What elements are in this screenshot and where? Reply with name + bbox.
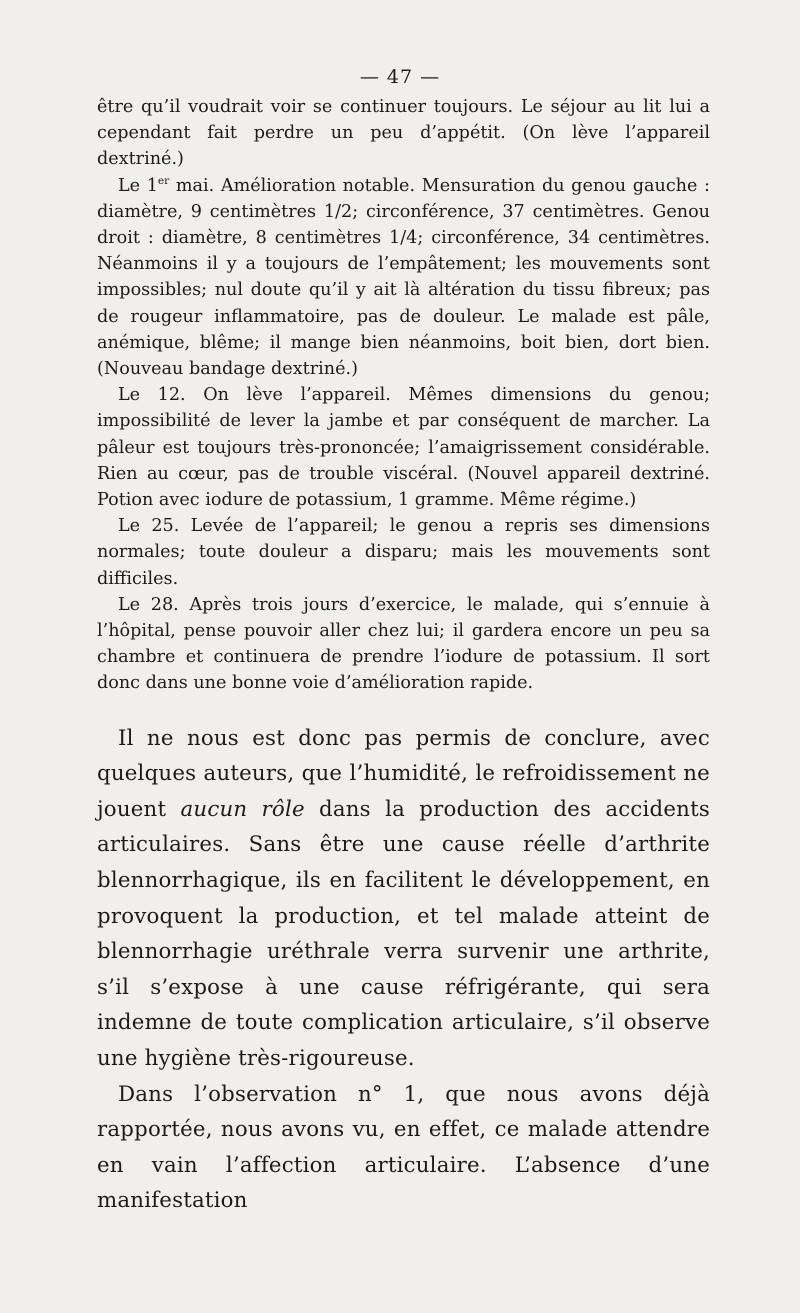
body-text	[97, 94, 710, 1219]
page-number: — 47 —	[359, 66, 441, 88]
paragraph-may-25: Le 25. Levée de l’appareil; le genou a repris ses dimensions normales; toute douleur a disparu; mais les mouvements sont difficiles.	[97, 516, 710, 589]
paragraph-may-12: Le 12. On lève l’appareil. Mêmes dimensions du genou; impossibilité de lever la jambe et par conséquent de marcher. La pâleur est toujours très-prononcée; l’amaigrissement considérable. Rien au cœur, pas de trouble viscéral. (Nouvel appareil dextriné. Potion avec iodure de potassium, 1 gramme. Même régime.)	[97, 385, 710, 511]
paragraph-may-28: Le 28. Après trois jours d’exercice, le malade, qui s’ennuie à l’hôpital, pense pouvoir aller chez lui; il gardera encore un peu sa chambre et continuera de prendre l’iodure de potassium. Il sort donc dans une bonne voie d’amélioration rapide.	[97, 594, 710, 694]
paragraph-may-1	[97, 173, 710, 383]
conclusion-text-start: Il ne nous est donc pas permis de conclure, avec quelques auteurs, que l’humidité, le refroidissement ne jouent	[97, 725, 710, 822]
paragraph-observation: Dans l’observation n° 1, que nous avons déjà rapportée, nous avons vu, en effet, ce malade attendre en vain l’affection articulaire. L’absence d’une manifestation	[97, 1081, 710, 1214]
may-entry-superscript: er	[157, 174, 170, 187]
case-notes	[97, 94, 710, 697]
paragraph-continuation: être qu’il voudrait voir se continuer toujours. Le séjour au lit lui a cependant fait perdre un peu d’appétit. (On lève l’appareil dextriné.)	[97, 97, 710, 170]
may-entry-measurements: diamètre, 9 centimètres 1/2; circonférence, 37 centimètres. Genou droit : diamètre, 8 centimètres 1/4; circonférence, 34 centimètres. Néanmoins il y a toujours de l’empâtement; les mouvements sont impossibles; nul doute qu’il y ait là altération du tissu fibreux; pas de rougeur inflammatoire, pas de douleur. Le malade est pâle, anémique, blême; il mange bien néanmoins, boit bien, dort bien. (Nouveau bandage dextriné.)	[97, 201, 710, 380]
paragraph-conclusion	[97, 721, 710, 1077]
may-entry-rest: mai. Amélioration notable. Mensuration du genou gauche :	[169, 175, 710, 196]
conclusion-emphasis: aucun rôle	[180, 796, 305, 822]
conclusion-text-end: dans la production des accidents articulaires. Sans être une cause réelle d’arthrite blennorrhagique, ils en facilitent le développement, en provoquent la production, et tel malade atteint de blennorrhagie uréthrale verra survenir une arthrite, s’il s’expose à une cause réfrigérante, qui sera indemne de toute complication articulaire, s’il observe une hygiène très-rigoureuse.	[97, 796, 710, 1072]
may-entry-prefix: Le 1	[118, 175, 158, 196]
main-text	[97, 721, 710, 1219]
